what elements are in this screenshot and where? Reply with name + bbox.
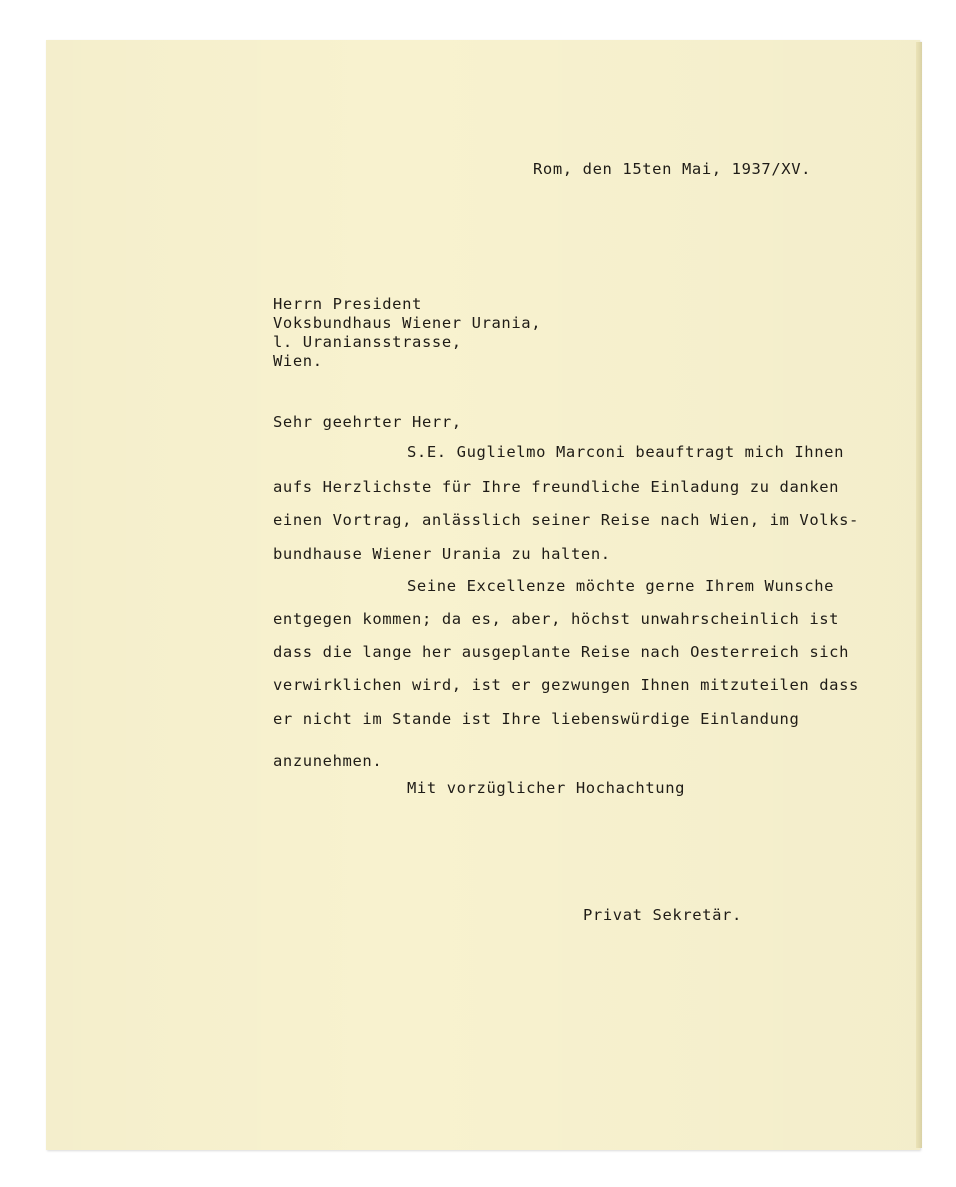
address-line-2: Voksbundhaus Wiener Urania, xyxy=(273,314,542,332)
closing: Mit vorzüglicher Hochachtung xyxy=(407,779,686,797)
body-line-10: anzunehmen. xyxy=(273,752,383,770)
body-line-2: aufs Herzlichste für Ihre freundliche Einladung zu danken xyxy=(273,478,840,496)
page-edge-shadow xyxy=(916,42,922,1148)
body-line-9: er nicht im Stande ist Ihre liebenswürdige Einlandung xyxy=(273,710,800,728)
signature-title: Privat Sekretär. xyxy=(583,906,742,924)
body-line-6: entgegen kommen; da es, aber, höchst unwahrscheinlich ist xyxy=(273,610,840,628)
letter-page xyxy=(46,40,920,1150)
body-line-4: bundhause Wiener Urania zu halten. xyxy=(273,545,611,563)
body-line-1: S.E. Guglielmo Marconi beauftragt mich Ihnen xyxy=(407,443,844,461)
address-line-3: l. Uraniansstrasse, xyxy=(273,333,462,351)
body-line-8: verwirklichen wird, ist er gezwungen Ihnen mitzuteilen dass xyxy=(273,676,859,694)
body-line-3: einen Vortrag, anlässlich seiner Reise nach Wien, im Volks- xyxy=(273,511,859,529)
body-line-5: Seine Excellenze möchte gerne Ihrem Wunsche xyxy=(407,577,835,595)
address-line-1: Herrn President xyxy=(273,295,422,313)
salutation: Sehr geehrter Herr, xyxy=(273,413,462,431)
address-line-4: Wien. xyxy=(273,352,323,370)
date-line: Rom, den 15ten Mai, 1937/XV. xyxy=(533,160,812,178)
body-line-7: dass die lange her ausgeplante Reise nach Oesterreich sich xyxy=(273,643,850,661)
